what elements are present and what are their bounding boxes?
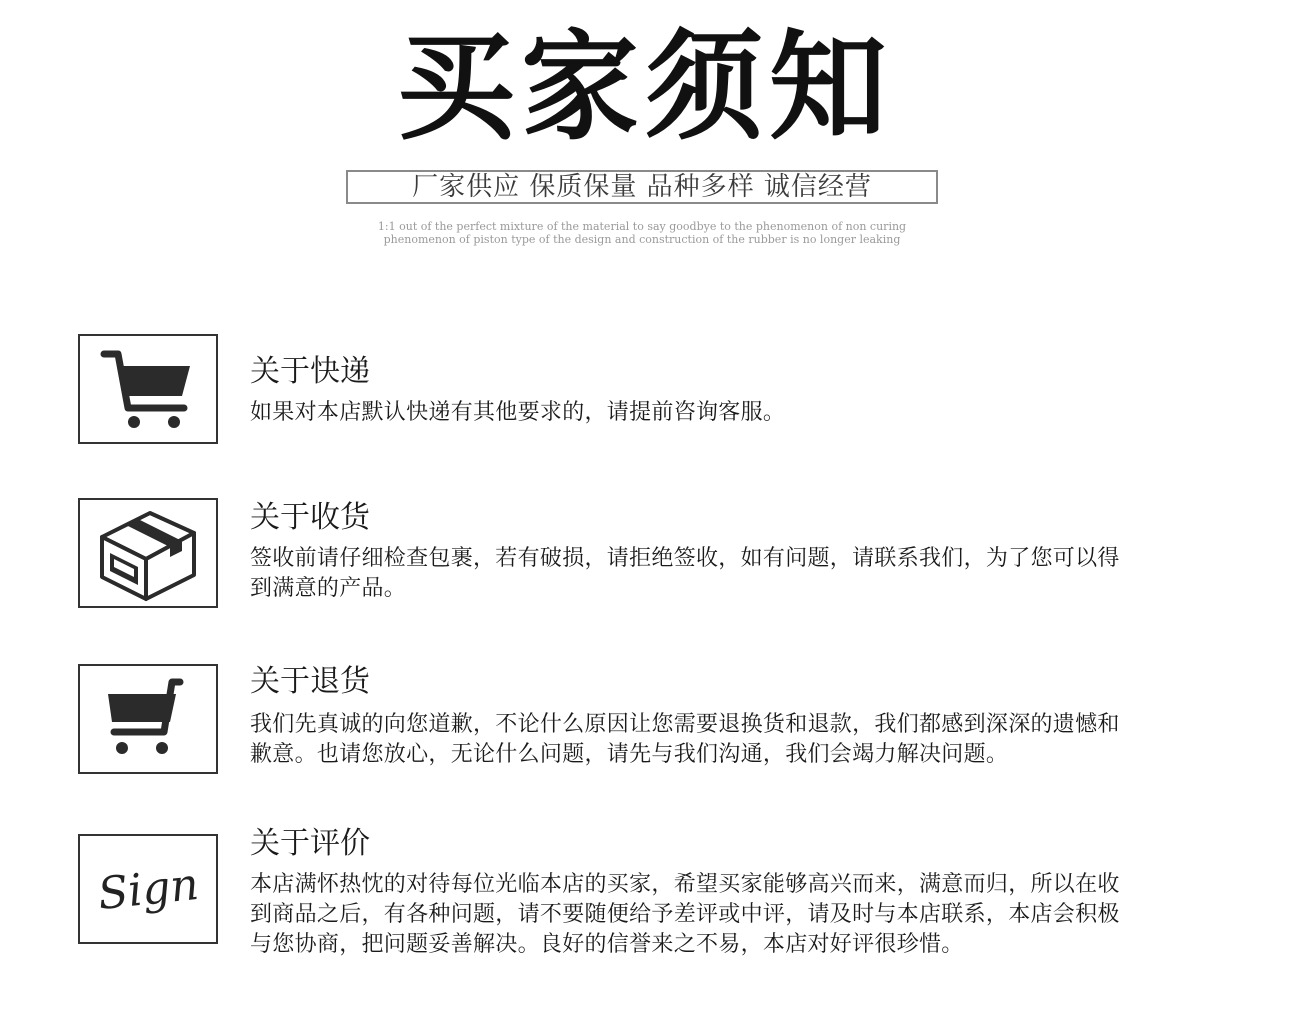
slogan-subtext-line-1: 1:1 out of the perfect mixture of the material to say goodbye to the phenomenon of non curing xyxy=(377,220,907,233)
slogan-banner: 厂家供应 保质保量 品种多样 诚信经营 xyxy=(346,170,938,204)
section-shipping xyxy=(0,334,1290,454)
shopping-cart-icon xyxy=(100,676,196,762)
section-body-line: 歉意。也请您放心，无论什么问题，请先与我们沟通，我们会竭力解决问题。 xyxy=(250,742,1009,767)
section-body xyxy=(250,710,1212,770)
shopping-cart-icon-box xyxy=(78,664,218,774)
package-box-icon xyxy=(96,503,200,603)
slogan-subtext-line-2: phenomenon of piston type of the design and construction of the rubber is no longer leaking xyxy=(383,233,901,246)
header xyxy=(0,0,1290,260)
slogan-subtext xyxy=(346,220,938,246)
shopping-cart-icon-box xyxy=(78,334,218,444)
section-body-line: 签收前请仔细检查包裹，若有破损，请拒绝签收，如有问题，请联系我们，为了您可以得 xyxy=(250,546,1120,571)
sign-icon-box xyxy=(78,834,218,944)
section-returns xyxy=(0,664,1290,784)
section-body xyxy=(250,544,1212,604)
sign-icon: Sign xyxy=(95,858,201,920)
section-body-line: 与您协商，把问题妥善解决。良好的信誉来之不易，本店对好评很珍惜。 xyxy=(250,932,964,957)
section-body-line: 到满意的产品。 xyxy=(250,576,407,601)
section-body-line: 我们先真诚的向您道歉，不论什么原因让您需要退换货和退款，我们都感到深深的遗憾和 xyxy=(250,712,1120,737)
section-body-line: 本店满怀热忱的对待每位光临本店的买家，希望买家能够高兴而来，满意而归，所以在收 xyxy=(250,872,1120,897)
section-body xyxy=(250,870,1212,960)
section-body xyxy=(250,398,1212,428)
section-body-line: 如果对本店默认快递有其他要求的，请提前咨询客服。 xyxy=(250,400,786,425)
package-box-icon-box xyxy=(78,498,218,608)
section-heading: 关于收货 xyxy=(250,500,370,535)
section-receiving xyxy=(0,498,1290,618)
section-heading: 关于退货 xyxy=(250,664,370,699)
section-reviews xyxy=(0,826,1290,982)
page-title: 买家须知 xyxy=(396,18,893,156)
section-heading: 关于评价 xyxy=(250,826,370,861)
section-body-line: 到商品之后，有各种问题，请不要随便给予差评或中评，请及时与本店联系，本店会积极 xyxy=(250,902,1120,927)
section-heading: 关于快递 xyxy=(250,354,370,389)
shopping-cart-icon xyxy=(100,346,196,432)
